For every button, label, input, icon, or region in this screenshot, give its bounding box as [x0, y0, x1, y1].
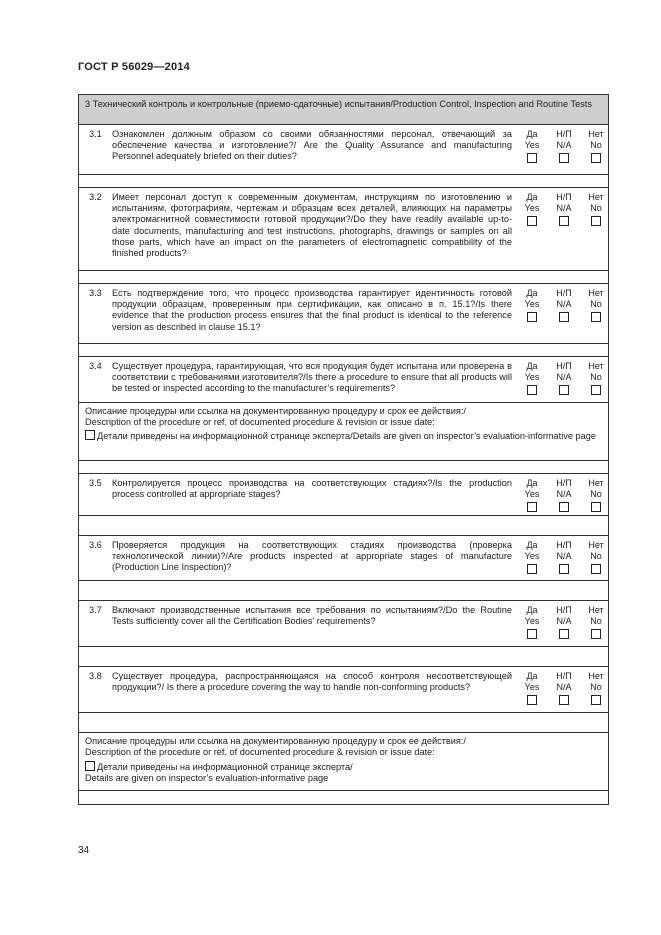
answer-na: Н/П N/A — [548, 361, 580, 395]
yes-checkbox[interactable] — [527, 216, 537, 226]
no-checkbox[interactable] — [591, 312, 601, 322]
answer-yes: Да Yes — [516, 288, 548, 333]
yes-checkbox[interactable] — [527, 629, 537, 639]
procedure-description-block — [79, 403, 608, 461]
question-text: Включают производственные испытания все требования по испытаниям?/Do the Routine Tests sufficiently cover all the Certification Bodies’ requirements? — [112, 605, 512, 627]
na-checkbox[interactable] — [559, 695, 569, 705]
yes-checkbox[interactable] — [527, 153, 537, 163]
details-label-en: Details are given on inspector’s evaluation-informative page — [85, 773, 329, 783]
na-checkbox[interactable] — [559, 502, 569, 512]
spacer-row — [79, 461, 608, 474]
spacer-row — [79, 791, 608, 804]
answer-na: Н/П N/A — [548, 605, 580, 639]
details-checkbox[interactable] — [85, 761, 95, 771]
spacer-row — [79, 647, 608, 667]
spacer-row — [79, 581, 608, 601]
question-number: 3.1 — [89, 129, 102, 139]
question-number: 3.8 — [89, 671, 102, 681]
details-checkbox[interactable] — [85, 430, 95, 440]
answer-no: Нет No — [580, 361, 612, 395]
question-number: 3.7 — [89, 605, 102, 615]
inspector-details-option — [85, 761, 602, 773]
spacer-row — [79, 344, 608, 357]
answer-no: Нет No — [580, 192, 612, 259]
yes-checkbox[interactable] — [527, 564, 537, 574]
answer-yes: Да Yes — [516, 540, 548, 574]
question-text: Есть подтверждение того, что процесс производства гарантирует идентичность готовой продукции образцам, проверенным при сертификации, как описано в п. 15.1?/Is there evidence that the production process ensures that the final product is identical to the reference version as described in clause 15.1? — [112, 288, 512, 332]
answer-na: Н/П N/A — [548, 671, 580, 705]
question-number: 3.3 — [89, 288, 102, 298]
no-checkbox[interactable] — [591, 153, 601, 163]
no-checkbox[interactable] — [591, 695, 601, 705]
no-checkbox[interactable] — [591, 502, 601, 512]
no-checkbox[interactable] — [591, 385, 601, 395]
question-text: Ознакомлен должным образом со своими обязанностями персонал, отвечающий за обеспечение качества и изготовление?/ Are the Quality Assurance and manufacturing Personnel adequately briefed on their duties? — [112, 129, 512, 162]
procedure-description-block — [79, 733, 608, 791]
question-row-3-1 — [79, 125, 608, 175]
question-text: Существует процедура, гарантирующая, что вся продукция будет испытана или проверена в соответствии с требованиями изготовителя?/Is there a procedure to ensure that all products will be tested or inspected according to the manufacturer’s requirements? — [112, 361, 512, 394]
na-checkbox[interactable] — [559, 629, 569, 639]
yes-checkbox[interactable] — [527, 695, 537, 705]
section-title: 3 Технический контроль и контрольные (приемо-сдаточные) испытания/Production Control, Inspection and Routine Tests — [79, 95, 608, 125]
description-label-en: Description of the procedure or ref. of documented procedure & revision or issue date: — [85, 747, 435, 757]
na-checkbox[interactable] — [559, 312, 569, 322]
answer-yes: Да Yes — [516, 478, 548, 512]
answer-na: Н/П N/A — [548, 129, 580, 163]
answer-na: Н/П N/A — [548, 540, 580, 574]
details-label: Детали приведены на информационной странице эксперта/Details are given on inspector’s evaluation-informative page — [97, 431, 596, 441]
question-text: Существует процедура, распространяющаяся на способ контроля несоответствующей продукции?/ Is there a procedure covering the way to handle non-conforming products? — [112, 671, 512, 693]
no-checkbox[interactable] — [591, 216, 601, 226]
question-row-3-2 — [79, 188, 608, 271]
details-label: Детали приведены на информационной странице эксперта/ — [97, 762, 353, 772]
answer-na: Н/П N/A — [548, 288, 580, 333]
answer-no: Нет No — [580, 288, 612, 333]
document-header: ГОСТ Р 56029—2014 — [78, 61, 190, 73]
answer-yes: Да Yes — [516, 192, 548, 259]
na-checkbox[interactable] — [559, 153, 569, 163]
question-text: Проверяется продукция на соответствующих стадиях производства (проверка технологической линии)?/Are products inspected at appropriate stages of manufacture (Production Line Inspection)? — [112, 540, 512, 573]
question-row-3-6 — [79, 536, 608, 581]
answer-no: Нет No — [580, 129, 612, 163]
spacer-row — [79, 175, 608, 188]
question-number: 3.4 — [89, 361, 102, 371]
answer-no: Нет No — [580, 540, 612, 574]
no-checkbox[interactable] — [591, 564, 601, 574]
yes-checkbox[interactable] — [527, 502, 537, 512]
yes-checkbox[interactable] — [527, 312, 537, 322]
question-row-3-4 — [79, 357, 608, 403]
page-number: 34 — [78, 845, 90, 856]
inspector-details-option — [85, 430, 602, 442]
description-label-ru: Описание процедуры или ссылка на документированную процедуру и срок ее действия:/ — [85, 406, 466, 416]
answer-no: Нет No — [580, 605, 612, 639]
question-number: 3.5 — [89, 478, 102, 488]
question-row-3-7 — [79, 601, 608, 647]
question-row-3-8 — [79, 667, 608, 713]
answer-na: Н/П N/A — [548, 478, 580, 512]
question-row-3-5 — [79, 474, 608, 516]
question-number: 3.6 — [89, 540, 102, 550]
answer-no: Нет No — [580, 671, 612, 705]
question-row-3-3 — [79, 284, 608, 344]
answer-yes: Да Yes — [516, 361, 548, 395]
description-label-ru: Описание процедуры или ссылка на документированную процедуру и срок ее действия:/ — [85, 736, 466, 746]
question-text: Имеет персонал доступ к современным документам, инструкциям по изготовлению и испытаниям, фотографиям, чертежам и образцам всех деталей, влияющих на параметры электромагнитной совместимости готовой продукции?/Do they have readily available up-to-date documents, manufacturing and test instructions, photographs, drawings or samples on all those parts, which have an impact on the parameters of electromagnetic compatibility of the finished products? — [112, 192, 512, 259]
yes-checkbox[interactable] — [527, 385, 537, 395]
checklist-table — [78, 94, 609, 805]
answer-yes: Да Yes — [516, 129, 548, 163]
answer-yes: Да Yes — [516, 605, 548, 639]
spacer-row — [79, 516, 608, 536]
question-number: 3.2 — [89, 192, 102, 202]
spacer-row — [79, 271, 608, 284]
answer-na: Н/П N/A — [548, 192, 580, 259]
question-text: Контролируется процесс производства на соответствующих стадиях?/Is the production process controlled at appropriate stages? — [112, 478, 512, 500]
na-checkbox[interactable] — [559, 564, 569, 574]
answer-yes: Да Yes — [516, 671, 548, 705]
answer-no: Нет No — [580, 478, 612, 512]
na-checkbox[interactable] — [559, 216, 569, 226]
spacer-row — [79, 713, 608, 733]
no-checkbox[interactable] — [591, 629, 601, 639]
na-checkbox[interactable] — [559, 385, 569, 395]
description-label-en: Description of the procedure or ref. of documented procedure & revision or issue date: — [85, 417, 435, 427]
